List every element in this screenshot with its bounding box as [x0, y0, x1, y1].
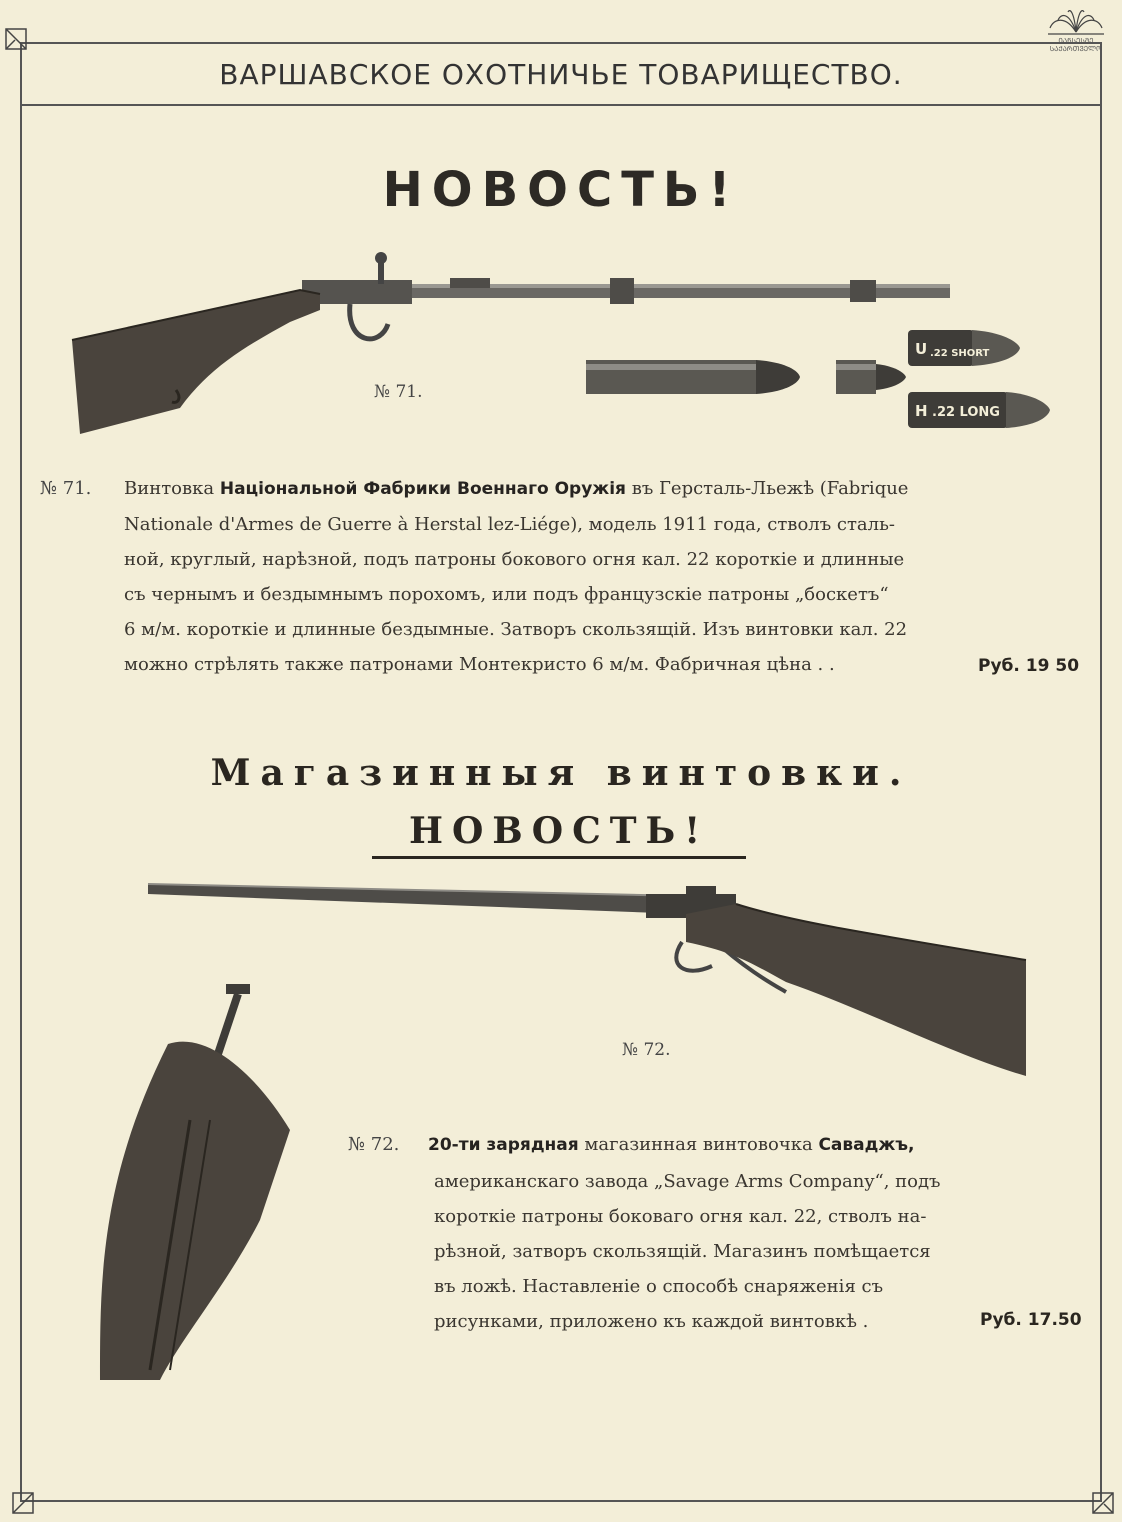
item-71-number: № 71. [40, 478, 92, 499]
publisher-title: ВАРШАВСКОЕ ОХОТНИЧЬЕ ТОВАРИЩЕСТВО. [219, 58, 903, 91]
item-71-line-2: Nationale d'Armes de Guerre à Herstal lez-Liége), модель 1911 года, стволъ сталь- [124, 514, 895, 535]
figure-72-label: № 72. [622, 1040, 671, 1060]
logo-text-2: ᲡᲐᲥᲐᲠᲗᲕᲔᲚᲝ [1049, 45, 1103, 52]
cartridge-short-mark: U [915, 340, 928, 358]
item-71-price: Руб. 19 50 [978, 656, 1080, 676]
corner-ornament-bottom-left [12, 1492, 34, 1514]
item-72-line-6: рисунками, приложено къ каждой винтовкѣ . [434, 1311, 869, 1332]
cartridge-long-mark: H [915, 402, 928, 420]
item-72-line-2: американскаго завода „Savage Arms Company“, подъ [434, 1171, 941, 1192]
frame-bottom-rule [20, 1500, 1102, 1502]
section-title: Магазинныя винтовки. [210, 752, 912, 794]
item-71-description [124, 471, 1044, 682]
cartridge-22-long-icon [906, 388, 1056, 434]
item-72-line-3: короткіе патроны боковаго огня кал. 22, стволъ на- [434, 1206, 927, 1227]
frame-top-rule [20, 42, 1102, 44]
item-71-line-4: съ чернымъ и бездымнымъ порохомъ, или подъ французскіе патроны „боскетъ“ [124, 584, 889, 605]
item-71-line-3: ной, круглый, нарѣзной, подъ патроны бокового огня кал. 22 короткіе и длинные [124, 549, 905, 570]
item-72-line-5: въ ложѣ. Наставленіе о способѣ снаряженія съ [434, 1276, 884, 1297]
item-71-line-1: Винтовка Національной Фабрики Военнаго Оружія въ Герсталь-Льежѣ (Fabrique [124, 478, 909, 499]
corner-ornament-top-left [5, 28, 27, 50]
novelty-heading-1: НОВОСТЬ! [382, 162, 740, 218]
library-logo [1044, 6, 1108, 52]
item-71-line-6: можно стрѣлять также патронами Монтекристо 6 м/м. Фабричная цѣна . . [124, 654, 835, 675]
item-72-price: Руб. 17.50 [980, 1310, 1082, 1330]
item-71-line-5: 6 м/м. короткіе и длинные бездымные. Затворъ скользящій. Изъ винтовки кал. 22 [124, 619, 908, 640]
figure-71-label: № 71. [374, 382, 423, 402]
long-cartridge-icon [584, 354, 804, 398]
novelty-heading-2: НОВОСТЬ! [372, 810, 746, 859]
logo-text-1: ᲘᲐᲜᲡᲔᲡᲛᲔ [1058, 37, 1094, 45]
item-72-line-1: 20-ти зарядная магазинная винтовочка Саваджъ, [428, 1134, 915, 1155]
rifle-71-illustration [70, 248, 960, 438]
item-72-line-4: рѣзной, затворъ скользящій. Магазинъ помѣщается [434, 1241, 931, 1262]
short-cartridge-icon [834, 354, 910, 398]
item-72-description [434, 1164, 994, 1339]
item-72-number: № 72. [348, 1134, 400, 1155]
cartridge-22-short-icon [906, 326, 1026, 370]
cleaning-rod-case-illustration [60, 980, 380, 1390]
header-bottom-rule [20, 104, 1102, 106]
cartridge-long-label: .22 LONG [932, 405, 1000, 420]
cartridge-short-label: .22 SHORT [930, 348, 990, 359]
corner-ornament-bottom-right [1092, 1492, 1114, 1514]
